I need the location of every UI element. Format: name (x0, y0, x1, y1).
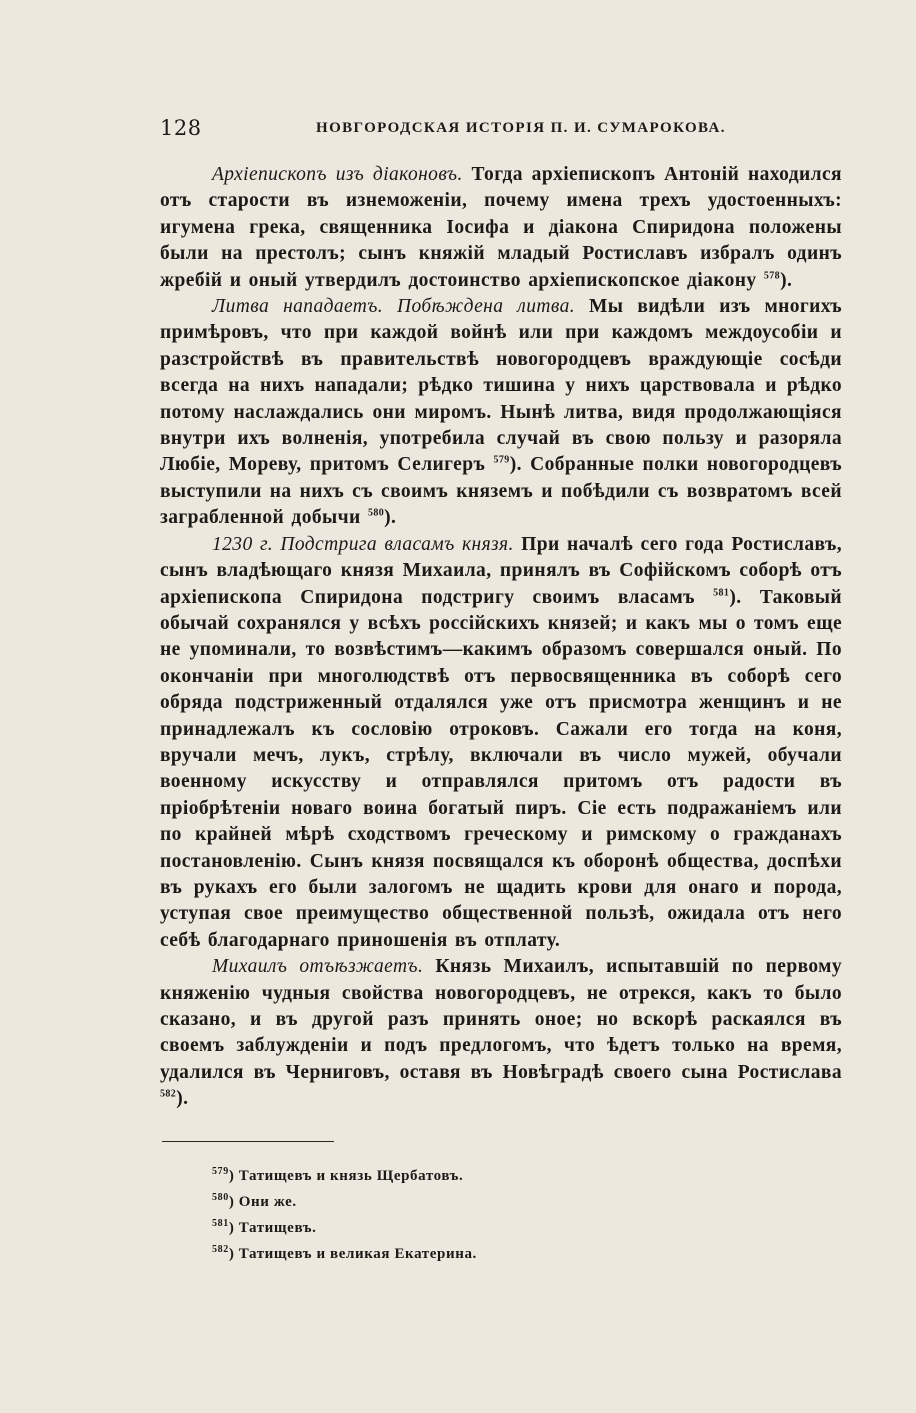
paragraph-text-continued: ). Собранные полки новогородцевъ выступили на нихъ съ своимъ княземъ и побѣдили съ возвратомъ всей заграбленной добычи (160, 454, 842, 529)
paragraph-text-continued: ). Таковый обычай сохранялся у всѣхъ россійскихъ князей; и какъ мы о томъ еще не упоминали, то возвѣстимъ—какимъ образомъ совершался оный. По окончаніи при многолюдствѣ отъ первосвященника въ соборѣ сего обряда подстриженный отдалялся уже отъ присмотра женщинъ и не принадлежалъ къ сословію отроковъ. Сажали его тогда на коня, вручали мечъ, лукъ, стрѣлу, включали въ число мужей, обучали военному искусству и отправлялся притомъ отъ радости въ пріобрѣтеніи новаго воина богатый пиръ. Сіе есть подражаніемъ или по крайней мѣрѣ сходствомъ греческому и римскому о гражданахъ постановленію. Сынъ князя посвящался къ оборонѣ общества, доспѣхи въ рукахъ его были залогомъ не щадить крови для онаго и порода, уступая свое преимущество общественной пользѣ, ожидала отъ него себѣ благодарнаго приношенія въ отплату. (160, 586, 843, 951)
note-reference: 580 (367, 507, 385, 519)
footnote-item: $^{579}$) Татищевъ и князь Щербатовъ. (212, 1166, 464, 1184)
paragraph-text: При началѣ сего года Ростиславъ, сынъ владѣющаго князя Михаила, принялъ въ Софійскомъ соборѣ отъ архіепископа Спиридона подстригу своимъ власамъ (160, 533, 842, 608)
footnote-mark: 579 (212, 1166, 229, 1177)
footnote-mark: 582 (212, 1244, 229, 1255)
paragraph-end: ). (384, 507, 397, 529)
footnote-item: $^{580}$) Они же. (212, 1192, 297, 1210)
footnote-text: Татищевъ и князь Щербатовъ. (238, 1168, 464, 1184)
footnote-mark: 580 (212, 1192, 229, 1203)
marginal-heading: Архіепископъ изъ діаконовъ. (212, 164, 463, 185)
footnotes (212, 1163, 477, 1267)
note-reference: 581 (713, 587, 730, 598)
footnote-mark: 581 (212, 1218, 229, 1229)
note-reference: 582 (160, 1088, 177, 1100)
paragraph-archbishop (160, 162, 842, 294)
marginal-heading: Литва нападаетъ. Побѣждена литва. (212, 296, 575, 318)
paragraph-text: Мы видѣли изъ многихъ примѣровъ, что при каждой войнѣ или при каждомъ междоусобіи и разстройствѣ въ правительствѣ новогородцевъ враждующіе сосѣди всегда на нихъ нападали; рѣдко тишина у нихъ царствовала и рѣдко потому наслаждались они миромъ. Нынѣ литва, видя продолжающіяся внутри ихъ волненія, употребила случай въ свою пользу и разоряла Любіе, Мореву, притомъ Селигеръ (160, 296, 842, 476)
paragraph-text: Князь Михаилъ, испытавшій по первому княженію чудныя свойства новогородцевъ, не отрекся, какъ то было сказано, и въ другой разъ принять оное; но вскорѣ раскаялся въ своемъ заблужденіи и подъ предлогомъ, что ѣдетъ только на время, удалился въ Черниговъ, оставя въ Новѣградѣ своего сына Ростислава (160, 956, 842, 1083)
paragraph-text: Тогда архіепископъ Антоній находился отъ старости въ изнеможеніи, почему имена трехъ удостоенныхъ: игумена грека, священника Іосифа и діакона Спиридона положены были на престолъ; сынъ княжій младый Ростиславъ избралъ одинъ жребій и оный утвердилъ достоинство архіепископское діакону (160, 164, 843, 291)
footnote-divider (162, 1141, 334, 1142)
paragraph-end: ). (176, 1088, 189, 1110)
marginal-heading: Михаилъ отъѣзжаетъ. (212, 956, 424, 978)
footnote-text: Татищевъ. (238, 1220, 317, 1236)
running-title: НОВГОРОДСКАЯ ИСТОРІЯ П. И. СУМАРОКОВА. (316, 120, 726, 136)
paragraph-mikhail (160, 954, 842, 1112)
page-number: 128 (160, 116, 202, 140)
paragraph-lithuania (160, 294, 842, 532)
footnote-text: Они же. (238, 1194, 297, 1210)
body-text (160, 162, 842, 1113)
marginal-heading: 1230 г. Подстрига власамъ князя. (212, 533, 514, 555)
footnote-item: $^{581}$) Татищевъ. (212, 1218, 317, 1236)
paragraph-tonsure (160, 532, 842, 955)
paragraph-end: ). (780, 269, 793, 291)
note-reference: 579 (493, 454, 510, 466)
footnote-text: Татищевъ и великая Екатерина. (238, 1246, 477, 1262)
note-reference: 578 (763, 270, 781, 282)
footnote-item: $^{582}$) Татищевъ и великая Екатерина. (212, 1244, 477, 1262)
